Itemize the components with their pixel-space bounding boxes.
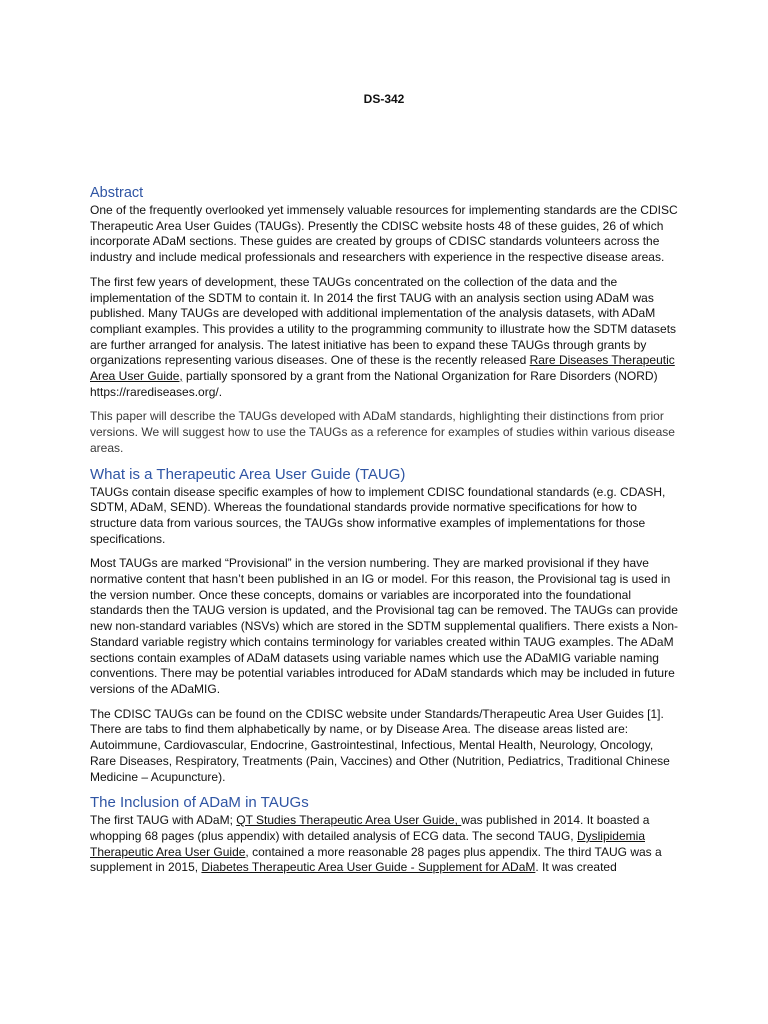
inclusion-text-4: . It was created <box>535 860 617 875</box>
abstract-paragraph-3: This paper will describe the TAUGs developed with ADaM standards, highlighting their distinctions from prior versions. We will suggest how to use the TAUGs as a reference for examples of studies within various disease areas. <box>90 409 675 455</box>
inclusion-text-2: was published in 2014. It boasted a whopping 68 pages (plus appendix) with detailed analysis of ECG data. The second TAUG, <box>90 813 650 843</box>
what-is-paragraph-3: The CDISC TAUGs can be found on the CDISC website under Standards/Therapeutic Area User Guides [1]. There are tabs to find them alphabetically by name, or by Disease Area. The disease areas listed are: Autoimmune, Cardiovascular, Endocrine, Gastrointestinal, Infectious, Mental Health, Neurology, Oncology, Rare Diseases, Respiratory, Treatments (Pain, Vaccines) and Other (Nutrition, Pediatrics, Traditional Chinese Medicine – Acupuncture). <box>90 706 670 784</box>
what-is-taug-heading: What is a Therapeutic Area User Guide (TAUG) <box>90 465 406 483</box>
abstract-p2-text-end: partially sponsored by a grant from the National Organization for Rare Disorders (NORD) https://rarediseases.org/. <box>90 369 658 399</box>
diabetes-taug-supplement-link[interactable]: Diabetes Therapeutic Area User Guide - Supplement for ADaM <box>201 860 536 875</box>
abstract-paragraph-2 <box>90 275 680 401</box>
abstract-p2-text-start: The first few years of development, these TAUGs concentrated on the collection of the data and the implementation of the SDTM to contain it. In 2014 the first TAUG with an analysis section using ADaM was published. Many TAUGs are developed with additional implementation of the analysis datasets, with ADaM compliant examples. This provides a utility to the programming community to illustrate how the SDTM datasets are further arranged for analysis. The latest initiative has been to expand these TAUGs through grants by organizations representing various diseases. One of these is the recently released <box>90 274 677 368</box>
rare-diseases-taug-link[interactable]: Rare Diseases Therapeutic Area User Guide, <box>90 353 675 384</box>
inclusion-text-1: The first TAUG with ADaM; <box>90 813 237 828</box>
inclusion-heading: The Inclusion of ADaM in TAUGs <box>90 794 309 812</box>
document-id: DS-342 <box>363 92 405 106</box>
what-is-paragraph-1: TAUGs contain disease specific examples of how to implement CDISC foundational standards (e.g. CDASH, SDTM, ADaM, SEND). Whereas the foundational standards provide normative specifications for how to structure data from various sources, the TAUGs show informative examples of implementations for those specifications. <box>90 484 666 546</box>
what-is-paragraph-2: Most TAUGs are marked “Provisional” in the version numbering. They are marked provisional if they have normative content that hasn’t been published in an IG or model. For this reason, the Provisional tag is used in the version number. Once these concepts, domains or variables are incorporated into the foundational standards then the TAUG version is updated, and the Provisional tag can be removed. The TAUGs can provide new non-standard variables (NSVs) which are stored in the SDTM supplemental qualifiers. There exists a Non-Standard variable registry which contains terminology for variables created within TAUG examples. The ADaM sections contain examples of ADaM datasets using variable names which use the ADaMIG variable naming conventions. There may be potential variables introduced for ADaM standards which may be included in future versions of the ADaMIG. <box>90 556 679 696</box>
abstract-heading: Abstract <box>90 185 144 201</box>
document-body <box>90 184 680 885</box>
dyslipidemia-taug-link[interactable]: Dyslipidemia Therapeutic Area User Guide <box>90 828 645 859</box>
abstract-paragraph-1: One of the frequently overlooked yet immensely valuable resources for implementing standards are the CDISC Therapeutic Area User Guides (TAUGs). Presently the CDISC website hosts 48 of these guides, 26 of which incorporate ADaM sections. These guides are created by groups of CDISC standards volunteers across the industry and include medical professionals and researchers with experience in the respective disease areas. <box>90 203 678 265</box>
inclusion-text-3: , contained a more reasonable 28 pages plus appendix. The third TAUG was a supplement in 2015, <box>90 844 662 875</box>
inclusion-paragraph-1 <box>90 813 680 876</box>
qt-studies-taug-link[interactable]: QT Studies Therapeutic Area User Guide, <box>236 813 462 828</box>
